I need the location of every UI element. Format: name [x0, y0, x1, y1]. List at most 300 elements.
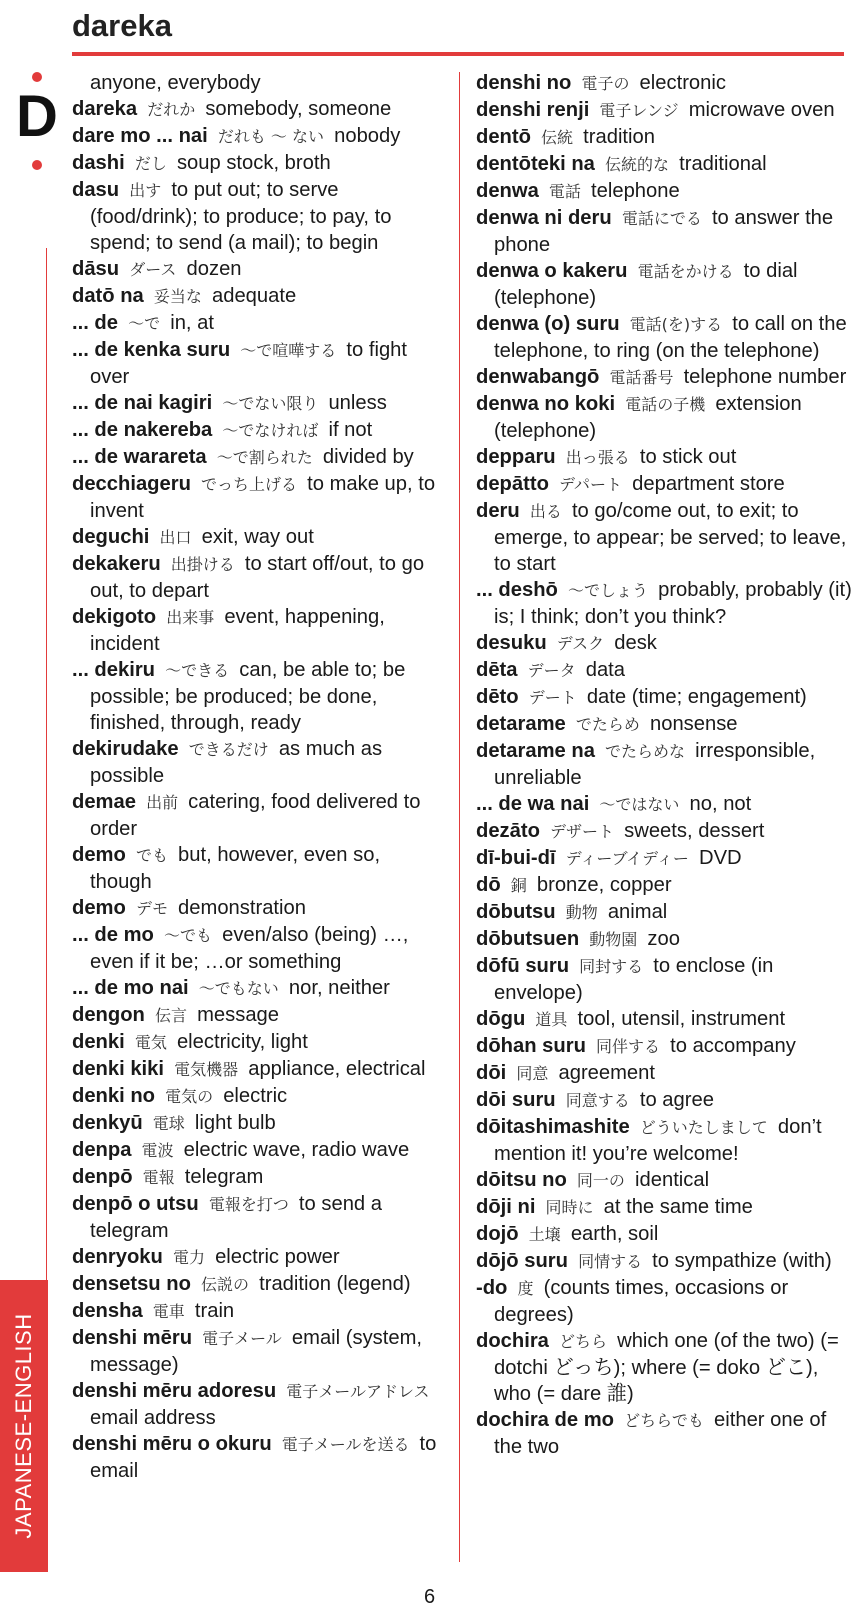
- dictionary-entry: [476, 70, 856, 97]
- section-tab-label: JAPANESE-ENGLISH: [11, 1313, 36, 1539]
- entry-headword: dentō: [476, 126, 531, 148]
- entry-japanese: できるだけ: [188, 740, 269, 759]
- dictionary-entry: [476, 444, 856, 471]
- entry-japanese: 電子の: [581, 74, 630, 93]
- dictionary-entry: [476, 178, 856, 205]
- entry-definition: somebody, someone: [205, 98, 392, 120]
- entry-definition: date (time; engagement): [586, 686, 807, 708]
- dictionary-entry: [476, 471, 856, 498]
- entry-japanese: 電球: [152, 1114, 185, 1133]
- entry-japanese: 〜で割られた: [216, 448, 313, 467]
- entry-headword: ... de kenka suru: [72, 339, 231, 361]
- entry-definition: no, not: [689, 793, 752, 815]
- entry-japanese: 電気の: [165, 1087, 214, 1106]
- dictionary-entry: [72, 1110, 442, 1137]
- entry-definition: at the same time: [603, 1196, 753, 1218]
- entry-japanese: デザート: [550, 822, 615, 841]
- entry-japanese: でたらめ: [575, 715, 640, 734]
- entry-japanese: 同伴する: [596, 1037, 661, 1056]
- dictionary-entry: [476, 498, 856, 577]
- dictionary-entry: [72, 657, 442, 736]
- dictionary-entry: [476, 791, 856, 818]
- entry-japanese: 電気: [134, 1033, 167, 1052]
- entry-definition: even/also (being) …, even if it be; …or something: [90, 924, 409, 973]
- entry-japanese: 電報: [142, 1168, 175, 1187]
- entry-japanese: 電報を打つ: [208, 1195, 289, 1214]
- entry-japanese: ダース: [129, 260, 177, 279]
- entry-headword: ... de mo nai: [72, 977, 189, 999]
- entry-headword: datō na: [72, 285, 144, 307]
- entry-headword: decchiageru: [72, 473, 191, 495]
- entry-headword: denki: [72, 1031, 125, 1053]
- dictionary-entry: [72, 895, 442, 922]
- entry-definition: either one of the two: [494, 1409, 827, 1458]
- entry-definition: as much as possible: [90, 738, 383, 787]
- entry-headword: dentōteki na: [476, 153, 595, 175]
- entry-definition: to put out; to serve (food/drink); to produce; to pay, to spend; to send (a mail); to begin: [90, 179, 392, 254]
- entry-definition: identical: [635, 1169, 710, 1191]
- page-header-word: dareka: [72, 8, 172, 43]
- entry-headword: dēta: [476, 659, 518, 681]
- entry-headword: dezāto: [476, 820, 540, 842]
- entry-headword: ... de nakereba: [72, 419, 213, 441]
- dictionary-entry: [476, 311, 856, 364]
- entry-headword: denwa o kakeru: [476, 260, 628, 282]
- entry-definition: to fight over: [90, 339, 408, 388]
- entry-headword: denpō o utsu: [72, 1193, 199, 1215]
- dictionary-entry: [476, 391, 856, 444]
- dictionary-entry: [72, 1325, 442, 1378]
- entry-headword: dōbutsu: [476, 901, 556, 923]
- dictionary-entry: [476, 1060, 856, 1087]
- dictionary-entry: [476, 1194, 856, 1221]
- dictionary-entry: [476, 630, 856, 657]
- entry-japanese: 電子メール: [202, 1329, 282, 1348]
- entry-headword: ... de: [72, 312, 118, 334]
- entry-japanese: 電子メールアドレス: [286, 1382, 430, 1401]
- entry-headword: denkyū: [72, 1112, 143, 1134]
- entry-definition: to answer the phone: [494, 207, 834, 256]
- entry-japanese: 電話番号: [609, 368, 674, 387]
- entry-headword: dashi: [72, 152, 125, 174]
- dictionary-entry: [72, 337, 442, 390]
- entry-definition: tradition: [583, 126, 655, 148]
- entry-japanese: 銅: [510, 876, 527, 895]
- page-number: 6: [423, 1586, 436, 1608]
- entry-definition: tool, utensil, instrument: [577, 1008, 786, 1030]
- entry-definition: electricity, light: [176, 1031, 308, 1053]
- entry-definition: anyone, everybody: [90, 72, 261, 94]
- entry-definition: unless: [328, 392, 387, 414]
- entry-headword: denshi mēru adoresu: [72, 1380, 277, 1402]
- dictionary-entry: [476, 124, 856, 151]
- entry-headword: ... deshō: [476, 579, 558, 601]
- entry-headword: dōi: [476, 1062, 507, 1084]
- dictionary-entry: [72, 1378, 442, 1431]
- entry-definition: to accompany: [670, 1035, 796, 1057]
- entry-headword: denki kiki: [72, 1058, 165, 1080]
- entry-headword: demo: [72, 844, 126, 866]
- dictionary-entry: [72, 1298, 442, 1325]
- entry-headword: dekirudake: [72, 738, 179, 760]
- dictionary-entry: [476, 926, 856, 953]
- entry-definition: don’t mention it! you’re welcome!: [494, 1116, 822, 1165]
- entry-headword: dojō: [476, 1223, 519, 1245]
- entry-headword: denpa: [72, 1139, 132, 1161]
- dictionary-entry: [72, 1191, 442, 1244]
- entry-definition: message: [197, 1004, 280, 1026]
- entry-definition: nor, neither: [288, 977, 390, 999]
- entry-headword: dōjō suru: [476, 1250, 568, 1272]
- entry-headword: dōitashimashite: [476, 1116, 630, 1138]
- section-tab: [0, 1280, 48, 1572]
- entry-japanese: 伝統: [541, 128, 574, 147]
- entry-definition: email (system, message): [90, 1327, 423, 1376]
- entry-definition: nonsense: [649, 713, 738, 735]
- entry-definition: zoo: [647, 928, 680, 950]
- entry-definition: to stick out: [639, 446, 737, 468]
- entry-definition: to make up, to invent: [90, 473, 436, 522]
- entry-headword: demae: [72, 791, 136, 813]
- dictionary-entry: [72, 1002, 442, 1029]
- entry-definition: but, however, even so, though: [90, 844, 381, 893]
- entry-headword: dare mo ... nai: [72, 125, 208, 147]
- entry-japanese: どういたしまして: [639, 1118, 768, 1137]
- entry-definition: telegram: [184, 1166, 264, 1188]
- entry-headword: ... de nai kagiri: [72, 392, 213, 414]
- entry-definition: event, happening, incident: [90, 606, 385, 655]
- dictionary-entry: [476, 258, 856, 311]
- entry-definition: electronic: [639, 72, 726, 94]
- entry-japanese: 同一の: [576, 1171, 625, 1190]
- entry-definition: extension (telephone): [494, 393, 802, 442]
- entry-definition: tradition (legend): [259, 1273, 411, 1295]
- dictionary-entry: [476, 684, 856, 711]
- entry-definition: to email: [90, 1433, 437, 1482]
- dictionary-entry: [476, 1006, 856, 1033]
- entry-definition: traditional: [679, 153, 767, 175]
- entry-definition: dozen: [186, 258, 242, 280]
- entry-japanese: 出る: [529, 502, 562, 521]
- dictionary-entry: [476, 738, 856, 791]
- dictionary-entry: [72, 975, 442, 1002]
- entry-headword: dasu: [72, 179, 120, 201]
- entry-japanese: 出っ張る: [565, 448, 630, 467]
- section-letter-marker: [14, 68, 60, 178]
- dictionary-entry: [72, 1056, 442, 1083]
- entry-definition: department store: [632, 473, 785, 495]
- entry-definition: which one (of the two) (= dotchi どっち); where (= doko どこ), who (= dare 誰): [494, 1330, 839, 1405]
- entry-japanese: 土壌: [528, 1225, 561, 1244]
- entry-japanese: 〜で: [128, 314, 161, 333]
- entry-japanese: だし: [134, 154, 167, 173]
- entry-japanese: 電話にでる: [621, 209, 702, 228]
- entry-definition: soup stock, broth: [176, 152, 331, 174]
- entry-japanese: 伝統的な: [605, 155, 670, 174]
- dictionary-entry: [72, 70, 442, 96]
- entry-headword: dēto: [476, 686, 519, 708]
- entry-definition: to send a telegram: [90, 1193, 382, 1242]
- entry-definition: catering, food delivered to order: [90, 791, 421, 840]
- dictionary-entry: [476, 845, 856, 872]
- entry-japanese: 〜ではない: [599, 795, 680, 814]
- dictionary-entry: [476, 1328, 856, 1407]
- dictionary-entry: [72, 1164, 442, 1191]
- entry-definition: exit, way out: [201, 526, 314, 548]
- entry-definition: to agree: [639, 1089, 714, 1111]
- entry-japanese: 同時に: [545, 1198, 594, 1217]
- entry-definition: demonstration: [178, 897, 306, 919]
- entry-definition: nobody: [334, 125, 401, 147]
- entry-japanese: 出口: [159, 528, 192, 547]
- entry-headword: denshi renji: [476, 99, 590, 121]
- entry-headword: dōbutsuen: [476, 928, 580, 950]
- entry-japanese: どちらでも: [624, 1411, 704, 1430]
- entry-definition: can, be able to; be possible; be produced; be done, finished, through, ready: [90, 659, 406, 734]
- dictionary-entry: [72, 150, 442, 177]
- entry-japanese: 伝言: [154, 1006, 187, 1025]
- section-letter: D: [16, 84, 58, 149]
- right-column: [476, 70, 856, 1460]
- entry-headword: dōitsu no: [476, 1169, 567, 1191]
- entry-definition: to dial (telephone): [494, 260, 798, 309]
- entry-definition: earth, soil: [570, 1223, 659, 1245]
- entry-headword: dengon: [72, 1004, 145, 1026]
- dictionary-entry: [72, 256, 442, 283]
- entry-headword: dareka: [72, 98, 138, 120]
- entry-headword: dāsu: [72, 258, 120, 280]
- dictionary-entry: [72, 604, 442, 657]
- dictionary-entry: [72, 1244, 442, 1271]
- entry-japanese: どちら: [559, 1332, 608, 1351]
- entry-japanese: 電話(を)する: [629, 315, 723, 334]
- dictionary-entry: [476, 1248, 856, 1275]
- entry-headword: depātto: [476, 473, 549, 495]
- entry-headword: dekakeru: [72, 553, 161, 575]
- entry-japanese: デート: [528, 688, 577, 707]
- entry-definition: in, at: [170, 312, 214, 334]
- entry-japanese: 〜でない限り: [222, 394, 319, 413]
- entry-japanese: 電波: [141, 1141, 174, 1160]
- entry-headword: desuku: [476, 632, 547, 654]
- entry-japanese: デパート: [559, 475, 623, 494]
- entry-headword: ... de wa nai: [476, 793, 590, 815]
- entry-definition: probably, probably (it) is; I think; don’t you think?: [494, 579, 852, 628]
- entry-japanese: デモ: [135, 899, 168, 918]
- entry-headword: denshi mēru: [72, 1327, 193, 1349]
- entry-japanese: 〜でしょう: [567, 581, 648, 600]
- entry-headword: denwa ni deru: [476, 207, 612, 229]
- entry-japanese: 電子レンジ: [599, 101, 679, 120]
- dictionary-entry: [72, 789, 442, 842]
- entry-definition: train: [194, 1300, 235, 1322]
- entry-definition: light bulb: [194, 1112, 276, 1134]
- dictionary-entry: [476, 577, 856, 630]
- dictionary-entry: [72, 390, 442, 417]
- entry-japanese: 〜でも: [163, 926, 212, 945]
- entry-japanese: 〜でなければ: [222, 421, 319, 440]
- entry-japanese: 出掛ける: [170, 555, 235, 574]
- entry-definition: irresponsible, unreliable: [494, 740, 816, 789]
- entry-headword: deguchi: [72, 526, 150, 548]
- entry-definition: electric: [223, 1085, 288, 1107]
- entry-japanese: 出す: [129, 181, 162, 200]
- dictionary-entry: [476, 1033, 856, 1060]
- entry-japanese: 動物: [565, 903, 598, 922]
- entry-definition: desk: [614, 632, 657, 654]
- dictionary-entry: [476, 953, 856, 1006]
- entry-japanese: でたらめな: [605, 742, 686, 761]
- entry-japanese: 伝説の: [201, 1275, 250, 1294]
- entry-japanese: 電車: [152, 1302, 185, 1321]
- entry-japanese: 〜で喧嘩する: [240, 341, 337, 360]
- entry-definition: agreement: [558, 1062, 655, 1084]
- dictionary-entry: [72, 444, 442, 471]
- dictionary-entry: [476, 711, 856, 738]
- entry-headword: dōji ni: [476, 1196, 536, 1218]
- entry-headword: denwa: [476, 180, 539, 202]
- dictionary-entry: [476, 1275, 856, 1328]
- entry-headword: detarame: [476, 713, 566, 735]
- entry-japanese: 同意する: [565, 1091, 630, 1110]
- entry-headword: dochira: [476, 1330, 549, 1352]
- entry-headword: dōfū suru: [476, 955, 570, 977]
- dictionary-entry: [476, 97, 856, 124]
- entry-japanese: 動物園: [589, 930, 638, 949]
- dictionary-entry: [476, 872, 856, 899]
- entry-japanese: だれも 〜 ない: [217, 127, 325, 146]
- entry-japanese: 妥当な: [153, 287, 202, 306]
- entry-headword: densha: [72, 1300, 143, 1322]
- entry-japanese: でも: [135, 846, 168, 865]
- dictionary-entry: [72, 524, 442, 551]
- dot-bottom-icon: [32, 160, 42, 170]
- dictionary-entry: [72, 1137, 442, 1164]
- entry-japanese: 電子メールを送る: [281, 1435, 410, 1454]
- dictionary-entry: [72, 1029, 442, 1056]
- entry-headword: ... de mo: [72, 924, 154, 946]
- entry-headword: denwabangō: [476, 366, 600, 388]
- dictionary-entry: [72, 551, 442, 604]
- dictionary-entry: [476, 899, 856, 926]
- entry-headword: -do: [476, 1277, 508, 1299]
- entry-headword: denpō: [72, 1166, 133, 1188]
- dictionary-entry: [72, 922, 442, 975]
- entry-japanese: デスク: [556, 634, 605, 653]
- dictionary-entry: [72, 1083, 442, 1110]
- entry-definition: to go/come out, to exit; to emerge, to appear; be served; to leave, to start: [494, 500, 847, 575]
- entry-japanese: 出前: [146, 793, 179, 812]
- dictionary-entry: [72, 96, 442, 123]
- entry-headword: dōhan suru: [476, 1035, 586, 1057]
- entry-definition: email address: [90, 1407, 216, 1429]
- entry-definition: animal: [607, 901, 668, 923]
- dictionary-entry: [476, 818, 856, 845]
- entry-headword: demo: [72, 897, 126, 919]
- dictionary-entry: [476, 1407, 856, 1460]
- entry-definition: divided by: [322, 446, 414, 468]
- entry-definition: DVD: [699, 847, 742, 869]
- dictionary-entry: [476, 205, 856, 258]
- entry-definition: if not: [328, 419, 373, 441]
- dictionary-entry: [476, 657, 856, 684]
- entry-japanese: 同情する: [578, 1252, 643, 1271]
- entry-japanese: だれか: [147, 100, 196, 119]
- dictionary-entry: [72, 283, 442, 310]
- header-rule: [72, 52, 844, 56]
- dictionary-entry: [72, 842, 442, 895]
- dictionary-entry: [72, 177, 442, 256]
- entry-headword: dochira de mo: [476, 1409, 614, 1431]
- dictionary-entry: [72, 736, 442, 789]
- entry-japanese: 同意: [516, 1064, 549, 1083]
- dot-top-icon: [32, 72, 42, 82]
- entry-japanese: 道具: [535, 1010, 568, 1029]
- dictionary-entry: [476, 1114, 856, 1167]
- entry-japanese: データ: [527, 661, 576, 680]
- entry-definition: bronze, copper: [536, 874, 672, 896]
- entry-headword: ... dekiru: [72, 659, 156, 681]
- entry-japanese: 電話: [548, 182, 581, 201]
- dictionary-entry: [476, 151, 856, 178]
- entry-japanese: 度: [517, 1279, 534, 1298]
- entry-definition: telephone number: [683, 366, 847, 388]
- dictionary-entry: [72, 471, 442, 524]
- entry-japanese: 電話の子機: [625, 395, 706, 414]
- entry-headword: dekigoto: [72, 606, 157, 628]
- column-divider: [459, 72, 460, 1562]
- entry-japanese: 電話をかける: [637, 262, 734, 281]
- entry-headword: denki no: [72, 1085, 155, 1107]
- dictionary-entry: [476, 1221, 856, 1248]
- entry-headword: dōi suru: [476, 1089, 556, 1111]
- dictionary-entry: [72, 310, 442, 337]
- entry-definition: to start off/out, to go out, to depart: [90, 553, 425, 602]
- entry-definition: to call on the telephone, to ring (on the telephone): [494, 313, 847, 362]
- entry-headword: dōgu: [476, 1008, 526, 1030]
- entry-definition: sweets, dessert: [624, 820, 765, 842]
- entry-headword: denshi mēru o okuru: [72, 1433, 272, 1455]
- entry-definition: data: [585, 659, 626, 681]
- entry-definition: adequate: [211, 285, 297, 307]
- entry-japanese: 〜できる: [165, 661, 230, 680]
- dictionary-entry: [476, 364, 856, 391]
- entry-definition: microwave oven: [688, 99, 835, 121]
- dictionary-entry: [72, 1271, 442, 1298]
- entry-definition: (counts times, occasions or degrees): [494, 1277, 789, 1326]
- entry-headword: dō: [476, 874, 501, 896]
- entry-headword: denwa no koki: [476, 393, 616, 415]
- entry-japanese: でっち上げる: [201, 475, 298, 494]
- entry-headword: depparu: [476, 446, 556, 468]
- dictionary-entry: [476, 1087, 856, 1114]
- entry-definition: to enclose (in envelope): [494, 955, 774, 1004]
- entry-headword: dī-bui-dī: [476, 847, 556, 869]
- entry-headword: deru: [476, 500, 520, 522]
- dictionary-entry: [72, 1431, 442, 1484]
- entry-japanese: 電気機器: [174, 1060, 239, 1079]
- dictionary-entry: [476, 1167, 856, 1194]
- entry-definition: telephone: [591, 180, 680, 202]
- entry-japanese: 出来事: [166, 608, 215, 627]
- entry-definition: to sympathize (with): [652, 1250, 832, 1272]
- dictionary-entry: [72, 417, 442, 444]
- left-column: [72, 70, 442, 1484]
- entry-definition: electric power: [215, 1246, 340, 1268]
- entry-headword: ... de warareta: [72, 446, 207, 468]
- entry-japanese: 電力: [172, 1248, 205, 1267]
- entry-headword: detarame na: [476, 740, 595, 762]
